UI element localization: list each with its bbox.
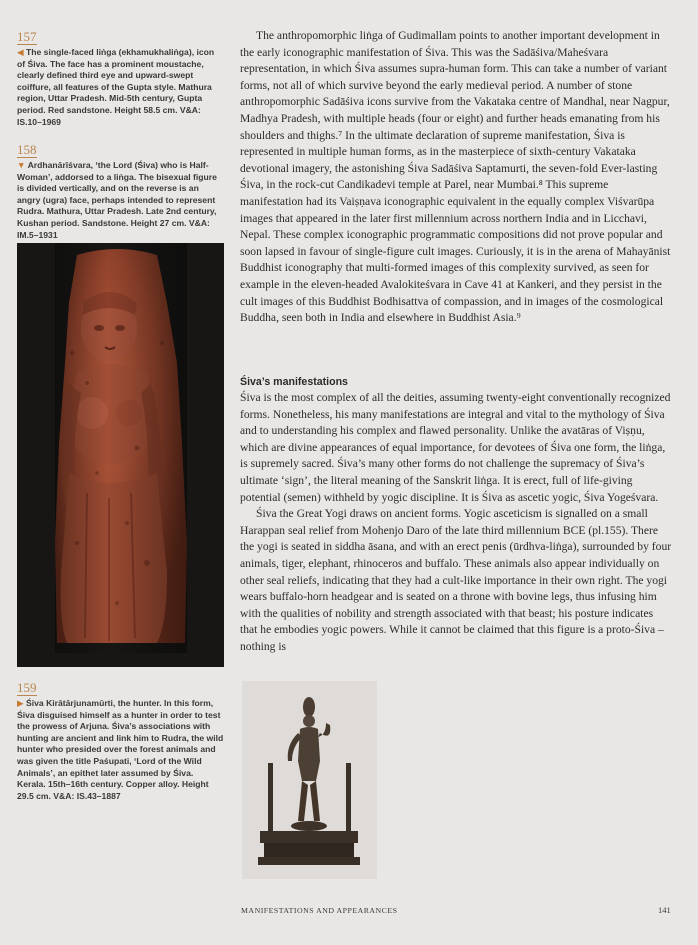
- paragraph: Śiva is the most complex of all the deities, assuming twenty-eight conventionally recognized forms. Nonetheless, his many manifestations are integral and vital to the mythology of Śiva and to understanding his complex and flawed personality. Unlike the avatāras of Viṣṇu, which are divine appearances of equal importance, for devotees of Śiva one form, the liṅga, is supremely sacred. Śiva’s many other forms do not challenge the supremacy of Śiva’s ultimate ‘sign’, the literal meaning of the Sanskrit liṅga. It is erect, full of life-giving potential (semen) withheld by yogic discipline. It is Śiva as ascetic yogic, Śiva Yogeśvara.: [240, 391, 671, 504]
- paragraph: The anthropomorphic liṅga of Gudimallam points to another important development in the early iconographic manifestation of Śiva. This was the Sadāśiva/Maheśvara representation, in which Śiva assumes supra-human form. This can take a number of variant forms, not all of which survive beyond the early medieval period. A number of stone anthropomorphic Sadāśiva icons survive from the Vakataka centre of Mandhal, near Nagpur, Madhya Pradesh, with multiple heads (four or eight) and further heads emanating from his shoulders and thighs.⁷ In the ultimate declaration of supreme manifestation, Śiva is represented in multiple human forms, as in the masterpiece of sixth-century Vakataka devotional imagery, the astonishing Śiva Sadāśiva Saptamurti, the seven-fold Ever-lasting Śiva, in the rock-cut Candikadevi temple at Parel, near Mumbai.⁸ This supreme manifestation had its Vaiṣṇava iconographic equivalent in the equally complex Viśvarūpa images that appeared in the later first millennium across northern India and in Licchavi, Nepal. These complex iconographic programmatic compositions did not prove popular and soon lapsed in favour of single-figure cult images. Curiously, it is in the arena of Mahayānist Buddhist iconography that multi-formed images of this complexity survived, as seen for example in the eleven-headed Avalokiteśvara in Cave 41 at Kankeri, and they persist in the cult images of this Buddhist Bodhisattva of compassion, and in images of the cosmological Buddha, seen both in India and elsewhere in Buddhist Asia.⁹: [240, 29, 671, 325]
- caption-157: [17, 30, 222, 128]
- pointer-right-icon: ▶: [17, 698, 24, 708]
- plate-number: 158: [17, 142, 37, 157]
- body-text-section: [240, 390, 672, 656]
- ardhanarisvara-sculpture-photo: [17, 243, 224, 667]
- caption-159: [17, 681, 224, 802]
- section-heading: Śiva’s manifestations: [240, 376, 348, 388]
- caption-text: The single-faced liṅga (ekhamukhaliṅga), icon of Śiva. The face has a prominent moustache, clearly defined third eye and upward-swept coiffure, all features of the Gupta style. Mathura region, Uttar Pradesh. Mid-5th century, Gupta period. Red sandstone. Height 58.5 cm. V&A: IS.10–1969: [17, 47, 215, 127]
- body-text-intro: [240, 28, 672, 327]
- paragraph: Śiva the Great Yogi draws on ancient forms. Yogic asceticism is signalled on a small Harappan seal relief from Mohenjo Daro of the late third millennium BCE (pl.155). There the yogi is seated in siddha āsana, and with an erect penis (ūrdhva-liṅga), surrounded by four animals, tiger, elephant, rhinoceros and buffalo. These animals also appear individually on other seal reliefs, indicating that they had a cult-like importance in their own right. The yogi wears buffalo-horn headgear and is seated on a throne with bovine legs, thus infusing him with the qualities of nobility and strength associated with that beast; his posture indicates that he embodies yogic powers. While it cannot be claimed that this figure is a proto-Śiva – nothing is: [240, 507, 672, 653]
- pointer-left-icon: ◀: [17, 47, 24, 57]
- caption-text: Śiva Kirātārjunamūrti, the hunter. In this form, Śiva disguised himself as a hunter in order to test the prowess of Arjuna. Śiva’s associations with hunting are ancient and link him to Rudra, the wild hunter who presided over the forest animals and was given the title Paśupati, ‘Lord of the Wild Animals’, an epithet later assumed by Śiva. Kerala. 15th–16th century. Copper alloy. Height 29.5 cm. V&A: IS.43–1887: [17, 698, 224, 801]
- sandstone-figure-image: [17, 243, 224, 667]
- caption-158: [17, 143, 224, 241]
- plate-number: 159: [17, 680, 37, 695]
- pointer-down-icon: ▼: [17, 160, 26, 170]
- page-number: 141: [658, 905, 671, 915]
- kiratarjunamurti-bronze-photo: [242, 681, 377, 879]
- running-footer-section: MANIFESTATIONS AND APPEARANCES: [241, 906, 398, 915]
- bronze-figure-image: [242, 681, 377, 879]
- plate-number: 157: [17, 29, 37, 44]
- caption-text: Ardhanārīśvara, ‘the Lord (Śiva) who is Half-Woman’, addorsed to a liṅga. The bisexual figure is divided vertically, and on the reverse is an angry (ugra) face, perhaps intended to represent Rudra. Mathura, Uttar Pradesh. Late 2nd century, Kushan period. Sandstone. Height 27 cm. V&A: IM.5–1931: [17, 160, 217, 240]
